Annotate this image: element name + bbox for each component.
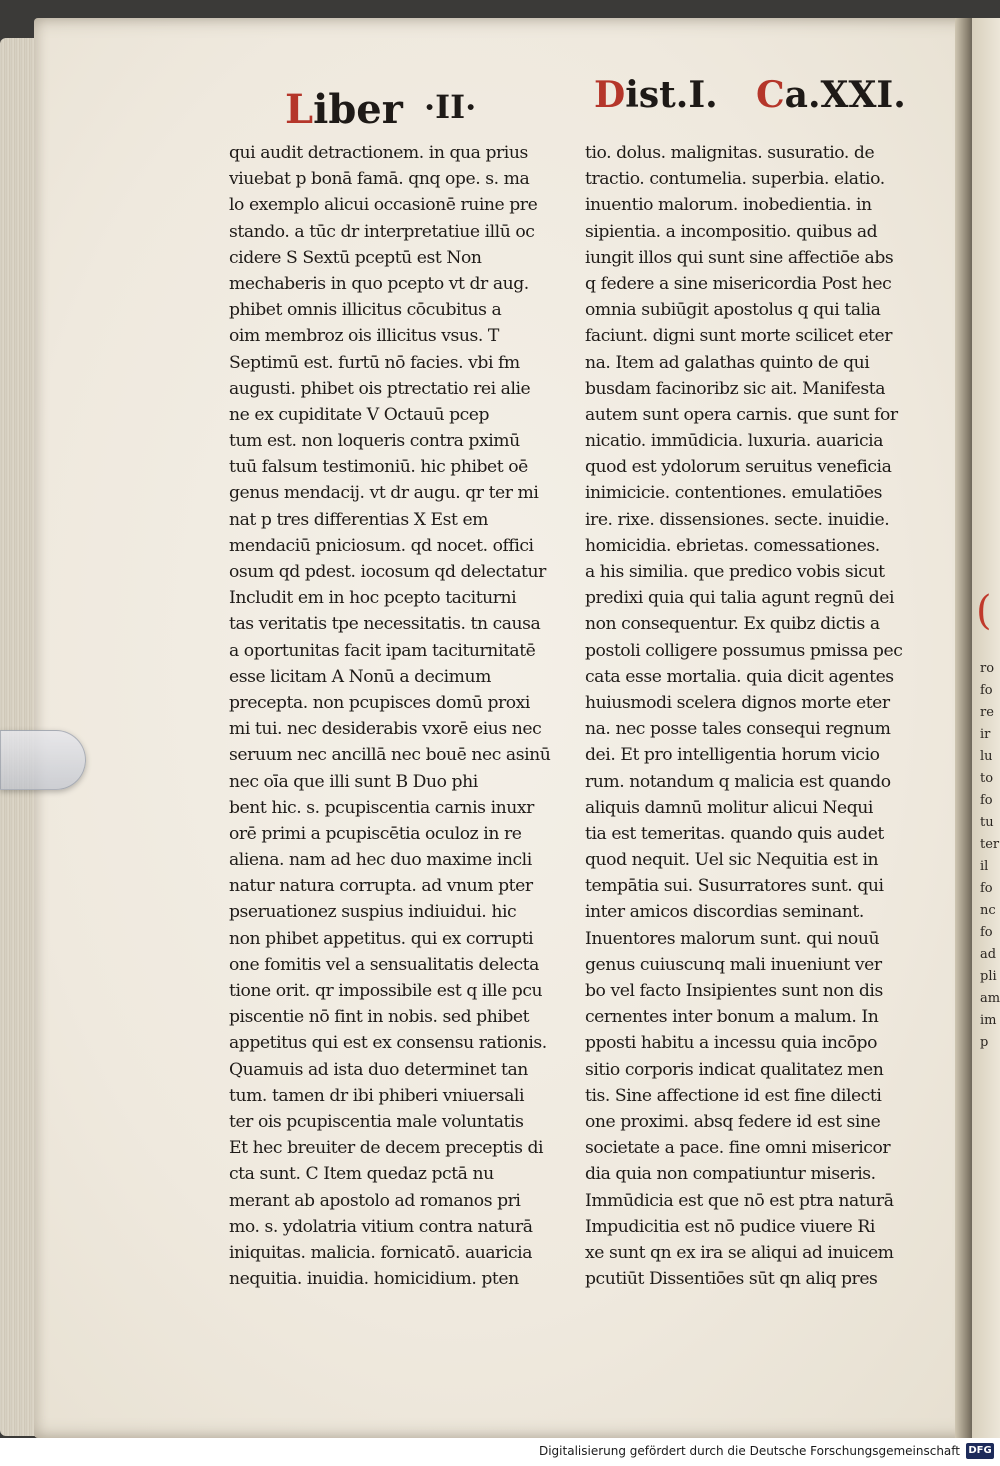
text-line: q federe a sine misericordia Post hec [585, 273, 892, 294]
facing-page-margin-text: ro fo re ir lu to fo tu ter il fo nc fo ad pli am imp [980, 661, 1000, 1050]
text-line: autem sunt opera carnis. que sunt for [585, 404, 898, 425]
text-line: a oportunitas facit ipam taciturnitatē [229, 640, 536, 661]
text-line: ter ois pcupiscentia male voluntatis [229, 1111, 524, 1132]
text-line: osum qd pdest. iocosum qd delectatur [229, 562, 546, 582]
text-line: pposti habitu a incessu quia incōpo [585, 1033, 877, 1054]
text-line: tum. tamen dr ibi phiberi vniuersali [229, 1085, 525, 1106]
header-book-number: ·II· [424, 88, 477, 126]
text-line: sitio corporis indicat qualitatez men [585, 1059, 884, 1080]
text-line: merant ab apostolo ad romanos pri [229, 1190, 521, 1211]
text-line: rum. notandum q malicia est quando [585, 771, 891, 792]
text-line: bent hic. s. pcupiscentia carnis inuxr [229, 797, 534, 818]
text-line: tempātia sui. Susurratores sunt. qui [585, 876, 884, 897]
text-line: dia quia non compatiuntur miseris. [585, 1164, 876, 1185]
dfg-logo: DFG [966, 1443, 994, 1459]
text-line: cernentes inter bonum a malum. In [585, 1007, 879, 1028]
text-line: xe sunt qn ex ira se aliqui ad inuicem [585, 1242, 894, 1263]
text-line: Impudicitia est nō pudice viuere Ri [585, 1216, 875, 1237]
text-line: augusti. phibet ois ptrectatio rei alie [229, 378, 531, 399]
text-line: stando. a tūc dr interpretatiue illū oc [229, 221, 535, 242]
text-line: Immūdicia est que nō est ptra naturā [585, 1190, 894, 1211]
text-line: qui audit detractionem. in qua prius [229, 143, 528, 163]
text-line: tis. Sine affectione id est fine dilecti [585, 1085, 882, 1106]
header-distinction: Dist.I. [594, 74, 718, 116]
footer-bar [0, 1438, 1000, 1466]
text-line: nicatio. immūdicia. luxuria. auaricia [585, 431, 883, 452]
text-line: mechaberis in quo pcepto vt dr aug. [229, 273, 529, 294]
text-line: viuebat p bonā famā. qnq ope. s. ma [229, 169, 530, 190]
text-line: postoli colligere possumus pmissa pec [585, 640, 903, 661]
text-line: genus mendacij. vt dr augu. qr ter mi [229, 483, 539, 504]
text-line: sipientia. a incompositio. quibus ad [585, 221, 878, 242]
text-line: cidere S Sextū pceptū est Non [229, 247, 482, 268]
text-line: ire. rixe. dissensiones. secte. inuidie. [585, 509, 890, 530]
text-line: non consequentur. Ex quibz dictis a [585, 614, 880, 635]
text-column-right [585, 140, 940, 1292]
text-line: cata esse mortalia. quia dicit agentes [585, 666, 894, 687]
text-line: lo exemplo alicui occasionē ruine pre [229, 195, 538, 216]
text-line: esse licitam A Nonū a decimum [229, 666, 491, 687]
header-book: Liber [285, 86, 403, 133]
text-line: predixi quia qui talia agunt regnū dei [585, 588, 895, 609]
text-line: tia est temeritas. quando quis audet [585, 823, 884, 844]
facing-page-red-initial: ( [976, 588, 992, 634]
text-line: tione orit. qr impossibile est q ille pcu [229, 981, 543, 1001]
text-line: mendaciū pniciosum. qd nocet. offici [229, 535, 534, 556]
text-line: mo. s. ydolatria vitium contra naturā [229, 1216, 533, 1237]
text-line: Et hec breuiter de decem preceptis di [229, 1138, 544, 1159]
text-line: Includit em in hoc pcepto taciturni [229, 588, 517, 609]
footer-credit: Digitalisierung gefördert durch die Deutsche Forschungsgemeinschaft [538, 1444, 960, 1458]
text-line: one proximi. absq federe id est sine [585, 1111, 881, 1132]
text-line: societate a pace. fine omni misericor [585, 1138, 891, 1159]
text-line: iungit illos qui sunt sine affectiōe abs [585, 247, 894, 268]
text-line: nequitia. inuidia. homicidium. pten [229, 1269, 519, 1290]
text-line: ne ex cupiditate V Octauū pcep [229, 404, 490, 425]
text-line: oim membroz ois illicitus vsus. T [229, 326, 499, 347]
text-line: Quamuis ad ista duo determinet tan [229, 1059, 528, 1080]
text-line: homicidia. ebrietas. comessationes. [585, 535, 880, 556]
text-line: phibet omnis illicitus cōcubitus a [229, 300, 502, 321]
text-line: dei. Et pro intelligentia horum vicio [585, 745, 880, 766]
text-line: quod nequit. Uel sic Nequitia est in [585, 850, 879, 871]
text-column-left [229, 140, 574, 1292]
text-line: tractio. contumelia. superbia. elatio. [585, 169, 885, 190]
text-line: quod est ydolorum seruitus veneficia [585, 457, 892, 478]
text-line: genus cuiuscunq mali inueniunt ver [585, 954, 882, 975]
text-line: tio. dolus. malignitas. susuratio. de [585, 143, 875, 163]
text-line: Septimū est. furtū nō facies. vbi fm [229, 352, 520, 373]
text-line: piscentie nō fint in nobis. sed phibet [229, 1007, 530, 1028]
text-line: busdam facinoribz sic ait. Manifesta [585, 378, 885, 399]
header-chapter: Ca.XXI. [756, 74, 906, 116]
text-line: nat p tres differentias X Est em [229, 509, 489, 530]
text-line: cta sunt. C Item quedaz pctā nu [229, 1164, 494, 1185]
text-line: pseruationez suspius indiuidui. hic [229, 902, 517, 923]
text-line: aliquis damnū molitur alicui Nequi [585, 797, 873, 818]
text-line: precepta. non pcupisces domū proxi [229, 692, 530, 713]
text-line: one fomitis vel a sensualitatis delecta [229, 954, 539, 975]
text-line: appetitus qui est ex consensu rationis. [229, 1033, 547, 1054]
text-line: nec oīa que illi sunt B Duo phi [229, 771, 478, 792]
text-line: natur natura corrupta. ad vnum pter [229, 876, 533, 897]
text-line: omnia subiūgit apostolus q qui talia [585, 300, 881, 321]
text-line: tas veritatis tpe necessitatis. tn causa [229, 614, 541, 635]
text-line: aliena. nam ad hec duo maxime incli [229, 850, 532, 871]
text-line: mi tui. nec desiderabis vxorē eius nec [229, 719, 542, 740]
text-line: na. nec posse tales consequi regnum [585, 719, 891, 740]
text-line: pcutiūt Dissentiōes sūt qn aliq pres [585, 1269, 878, 1290]
text-line: iniquitas. malicia. fornicatō. auaricia [229, 1242, 533, 1263]
text-line: tuū falsum testimoniū. hic phibet oē [229, 457, 528, 478]
text-line: orē primi a pcupiscētia oculoz in re [229, 823, 522, 844]
text-line: inter amicos discordias seminant. [585, 902, 864, 923]
facing-page-edge [972, 18, 1000, 1438]
text-line: non phibet appetitus. qui ex corrupti [229, 928, 534, 949]
text-line: tum est. non loqueris contra pximū [229, 431, 520, 452]
page-clip [0, 730, 86, 790]
text-line: na. Item ad galathas quinto de qui [585, 352, 870, 373]
running-header [0, 68, 1000, 138]
text-line: seruum nec ancillā nec bouē nec asinū [229, 745, 551, 766]
text-line: inuentio malorum. inobedientia. in [585, 195, 872, 216]
text-line: Inuentores malorum sunt. qui nouū [585, 928, 880, 949]
text-line: huiusmodi scelera dignos morte eter [585, 692, 890, 713]
text-line: inimicicie. contentiones. emulatiōes [585, 483, 882, 504]
text-line: a his similia. que predico vobis sicut [585, 562, 885, 582]
text-line: faciunt. digni sunt morte scilicet eter [585, 326, 892, 347]
text-line: bo vel facto Insipientes sunt non dis [585, 981, 883, 1001]
